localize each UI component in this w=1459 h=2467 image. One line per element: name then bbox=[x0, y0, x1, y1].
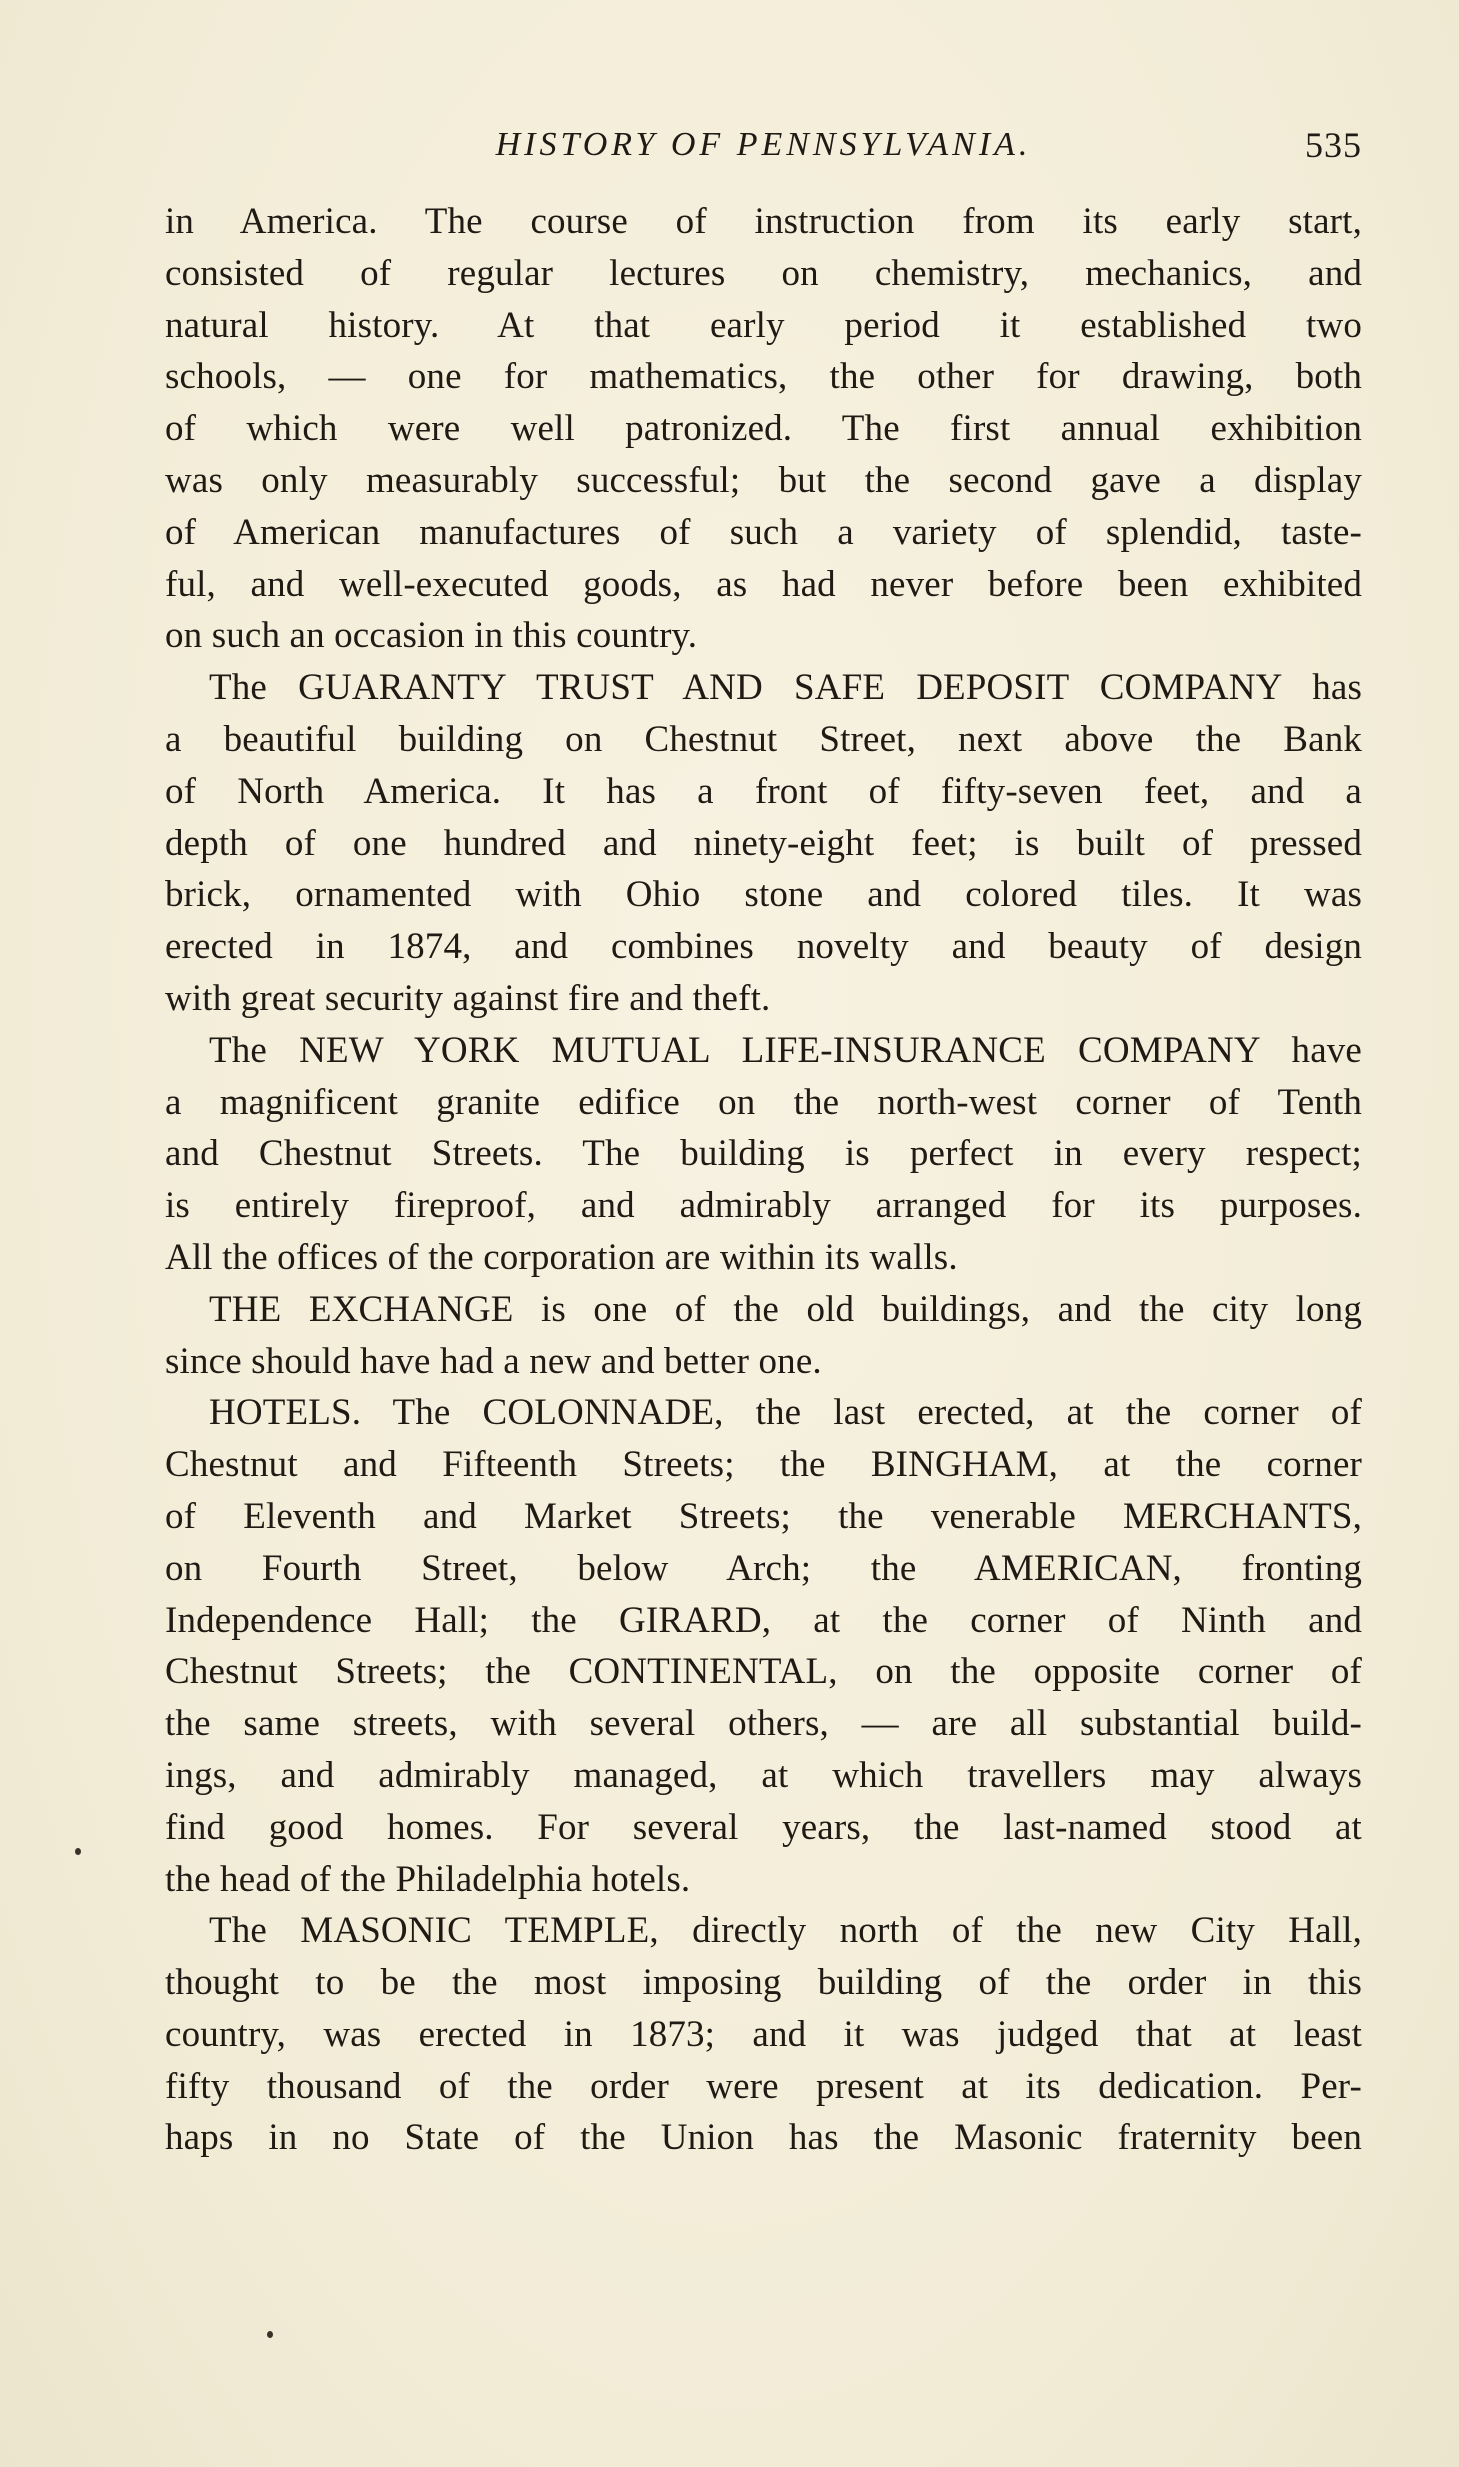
text-line: natural history. At that early period it established two bbox=[165, 304, 1362, 346]
body-text bbox=[165, 196, 1362, 2164]
text-line: thought to be the most imposing building of the order in this bbox=[165, 1962, 1362, 2004]
text-line: country, was erected in 1873; and it was judged that at least bbox=[165, 2013, 1362, 2055]
text-line: the head of the Philadelphia hotels. bbox=[165, 1858, 691, 1900]
text-line: a magnificent granite edifice on the north-west corner of Tenth bbox=[165, 1081, 1362, 1123]
text-line: the same streets, with several others, — are all substantial build- bbox=[165, 1703, 1362, 1745]
text-line: The GUARANTY TRUST AND SAFE DEPOSIT COMPANY has bbox=[209, 667, 1362, 709]
text-line: Chestnut Streets; the CONTINENTAL, on the opposite corner of bbox=[165, 1651, 1362, 1693]
text-line: consisted of regular lectures on chemistry, mechanics, and bbox=[165, 252, 1362, 294]
text-line: a beautiful building on Chestnut Street, next above the Bank bbox=[165, 718, 1362, 760]
text-line: Independence Hall; the GIRARD, at the corner of Ninth and bbox=[165, 1599, 1362, 1641]
text-line: The MASONIC TEMPLE, directly north of the new City Hall, bbox=[209, 1910, 1362, 1952]
text-line: schools, — one for mathematics, the other for drawing, both bbox=[165, 356, 1362, 398]
text-line: since should have had a new and better one. bbox=[165, 1340, 822, 1382]
text-line: of Eleventh and Market Streets; the venerable MERCHANTS, bbox=[165, 1495, 1362, 1537]
ink-speck bbox=[267, 2331, 273, 2338]
text-line: Chestnut and Fifteenth Streets; the BINGHAM, at the corner bbox=[165, 1444, 1362, 1486]
text-line: with great security against fire and theft. bbox=[165, 977, 771, 1019]
text-line: THE EXCHANGE is one of the old buildings, and the city long bbox=[209, 1288, 1362, 1330]
text-line: of North America. It has a front of fifty-seven feet, and a bbox=[165, 770, 1362, 812]
ink-speck bbox=[75, 1848, 81, 1855]
running-title: HISTORY OF PENNSYLVANIA. bbox=[495, 126, 1032, 163]
text-line: HOTELS. The COLONNADE, the last erected, at the corner of bbox=[209, 1392, 1362, 1434]
text-line: on such an occasion in this country. bbox=[165, 615, 698, 657]
text-line: of American manufactures of such a variety of splendid, taste- bbox=[165, 511, 1362, 553]
text-line: ful, and well-executed goods, as had never before been exhibited bbox=[165, 563, 1362, 605]
text-line: erected in 1874, and combines novelty and beauty of design bbox=[165, 926, 1362, 968]
text-line: depth of one hundred and ninety-eight feet; is built of pressed bbox=[165, 822, 1362, 864]
text-line: All the offices of the corporation are within its walls. bbox=[165, 1236, 958, 1278]
text-line: The NEW YORK MUTUAL LIFE-INSURANCE COMPANY have bbox=[209, 1029, 1362, 1071]
text-line: and Chestnut Streets. The building is perfect in every respect; bbox=[165, 1133, 1362, 1175]
text-line: haps in no State of the Union has the Masonic fraternity been bbox=[165, 2117, 1362, 2159]
text-line: in America. The course of instruction from its early start, bbox=[165, 201, 1362, 242]
text-line: fifty thousand of the order were present at its dedication. Per- bbox=[165, 2065, 1362, 2107]
text-line: on Fourth Street, below Arch; the AMERICAN, fronting bbox=[165, 1547, 1362, 1589]
text-line: of which were well patronized. The first annual exhibition bbox=[165, 408, 1362, 450]
text-line: is entirely fireproof, and admirably arranged for its purposes. bbox=[165, 1185, 1362, 1227]
text-line: find good homes. For several years, the last-named stood at bbox=[165, 1806, 1362, 1848]
text-line: ings, and admirably managed, at which travellers may always bbox=[165, 1754, 1362, 1796]
text-line: was only measurably successful; but the second gave a display bbox=[165, 459, 1362, 501]
running-head bbox=[165, 120, 1362, 180]
text-line: brick, ornamented with Ohio stone and colored tiles. It was bbox=[165, 874, 1362, 916]
page-number: 535 bbox=[1305, 125, 1362, 165]
